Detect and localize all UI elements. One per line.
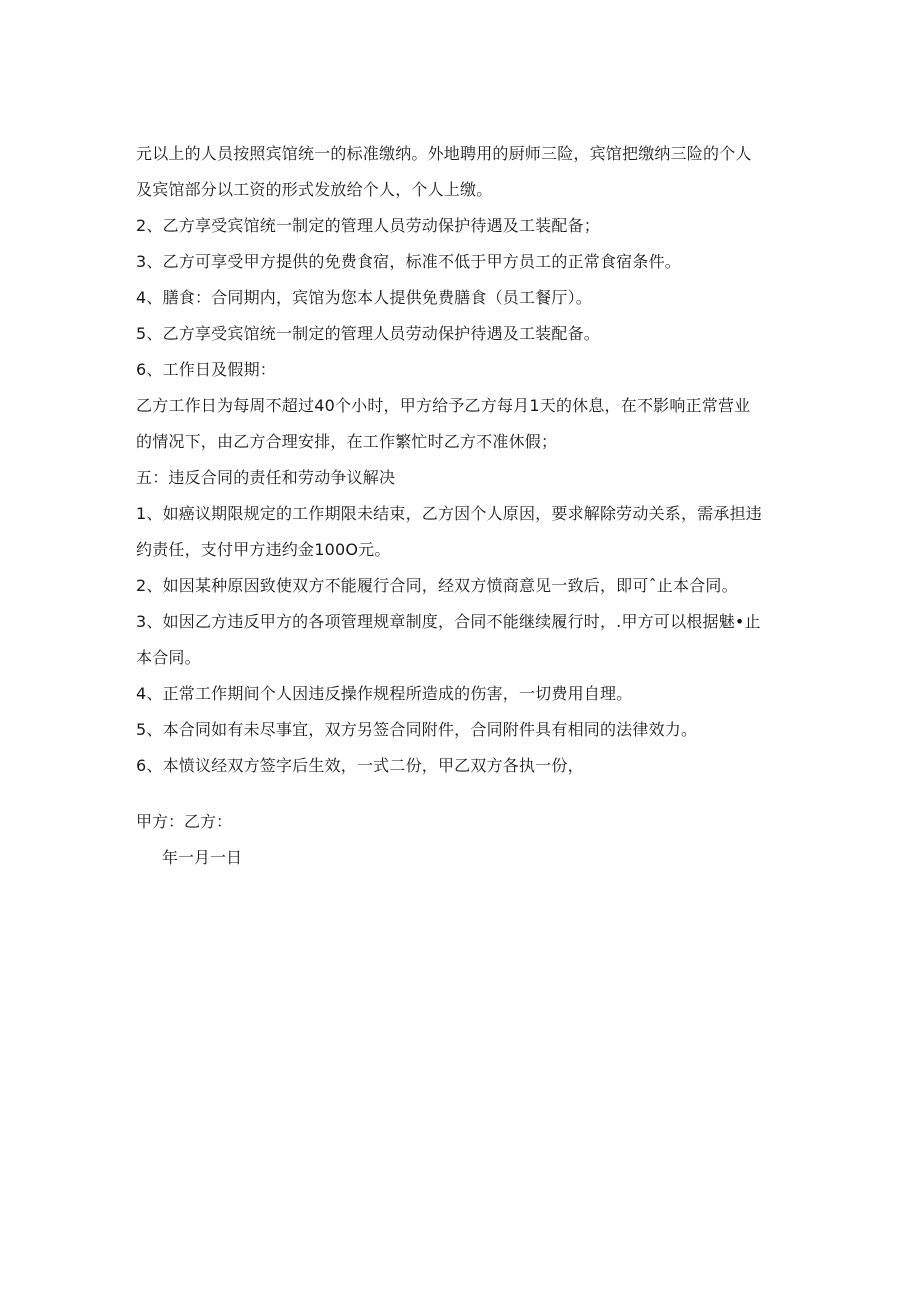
breach-clause-2: 2、如因某种原因致使双方不能履行合同，经双方愤商意见一致后，即可ˆ止本合同。 [136,576,738,595]
text-line: 的情况下，由乙方合理安排，在工作繁忙时乙方不准休假； [136,432,558,451]
signature-block [136,804,796,876]
breach-clause-3: 3、如因乙方违反甲方的各项管理规章制度，合同不能继续履行时，.甲方可以根据魅•止 [136,612,761,631]
breach-clause-6: 6、本愤议经双方签字后生效，一式二份，甲乙双方各执一份， [136,756,584,775]
clause-2: 2、乙方享受宾馆统一制定的管理人员劳动保护待遇及工装配备； [136,216,600,235]
text-line: 元以上的人员按照宾馆统一的标准缴纳。外地聘用的厨师三险，宾馆把缴纳三险的个人 [136,144,752,163]
breach-clause-1: 1、如癌议期限规定的工作期限未结束，乙方因个人原因，要求解除劳动关系，需承担违 [136,504,762,523]
breach-clause-5: 5、本合同如有未尽事宜，双方另签合同附件，合同附件具有相同的法律效力。 [136,720,698,739]
text-line: 乙方工作日为每周不超过40个小时，甲方给予乙方每月1天的休息，在不影响正常营业 [136,396,751,415]
text-line: 本合同。 [136,648,201,667]
breach-clause-4: 4、正常工作期间个人因违反操作规程所造成的伤害，一切费用自理。 [136,684,633,703]
signature-date: 年一月一日 [162,848,243,867]
contract-body [136,136,796,784]
clause-3: 3、乙方可享受甲方提供的免费食宿，标准不低于甲方员工的正常食宿条件。 [136,252,681,271]
text-line: 及宾馆部分以工资的形式发放给个人，个人上缴。 [136,180,493,199]
clause-6-heading: 6、工作日及假期： [136,360,276,379]
section-heading: 五：违反合同的责任和劳动争议解决 [136,468,396,487]
clause-4: 4、膳食：合同期内，宾馆为您本人提供免费膳食（员工餐厅）。 [136,288,592,307]
clause-5: 5、乙方享受宾馆统一制定的管理人员劳动保护待遇及工装配备。 [136,324,600,343]
signature-parties: 甲方：乙方： [136,812,233,831]
text-line: 约责任，支付甲方违约金100O元。 [136,540,391,559]
